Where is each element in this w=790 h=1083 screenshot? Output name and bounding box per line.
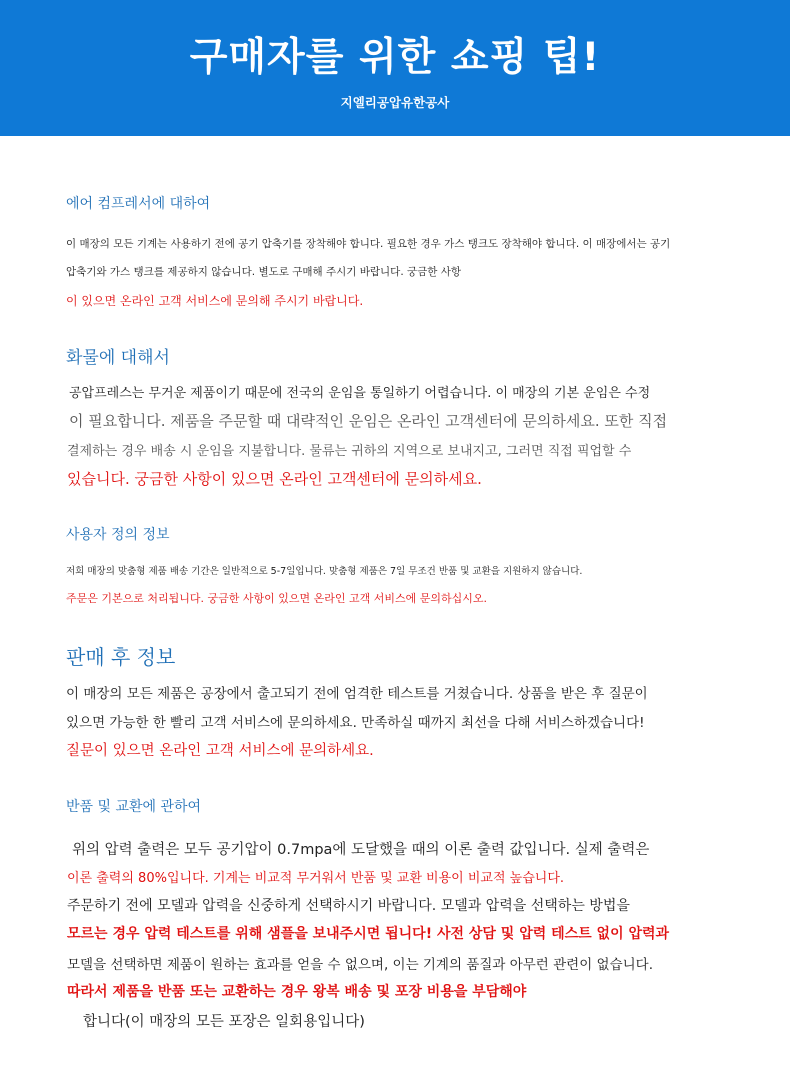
freight-line-2: 이 필요합니다. 제품을 주문할 때 대략적인 운임은 온라인 고객센터에 문의하세요. 또한 직접 — [69, 412, 668, 430]
custom-line-1: 저희 매장의 맞춤형 제품 배송 기간은 일반적으로 5-7일입니다. 맞춤형 제품은 7일 무조건 반품 및 교환을 지원하지 않습니다. — [66, 566, 583, 577]
returns-heading: 반품 및 교환에 관하여 — [66, 799, 202, 815]
returns-line-4: 모르는 경우 압력 테스트를 위해 샘플을 보내주시면 됩니다! 사전 상담 및 압력 테스트 없이 압력과 — [67, 926, 670, 942]
after-sales-heading: 판매 후 정보 — [66, 645, 176, 669]
freight-line-3: 결제하는 경우 배송 시 운임을 지불합니다. 물류는 귀하의 지역으로 보내지고, 그러면 직접 픽업할 수 — [67, 444, 632, 459]
returns-line-7: 합니다(이 매장의 모든 포장은 일회용입니다) — [83, 1014, 365, 1030]
returns-line-2: 이론 출력의 80%입니다. 기계는 비교적 무거워서 반품 및 교환 비용이 비교적 높습니다. — [67, 871, 565, 886]
after-sales-line-2: 있으면 가능한 한 빨리 고객 서비스에 문의하세요. 만족하실 때까지 최선을 다해 서비스하겠습니다! — [66, 715, 645, 731]
after-sales-line-1: 이 매장의 모든 제품은 공장에서 출고되기 전에 엄격한 테스트를 거쳤습니다. 상품을 받은 후 질문이 — [66, 686, 648, 702]
returns-line-6: 따라서 제품을 반품 또는 교환하는 경우 왕복 배송 및 포장 비용을 부담해야 — [67, 984, 527, 1000]
freight-heading: 화물에 대해서 — [66, 348, 170, 368]
company-name: 지엘리공압유한공사 — [340, 95, 450, 110]
page-header — [0, 0, 790, 136]
returns-line-1: 위의 압력 출력은 모두 공기압이 0.7mpa에 도달했을 때의 이론 출력 값입니다. 실제 출력은 — [72, 842, 650, 858]
compressor-heading: 에어 컴프레서에 대하여 — [66, 196, 211, 212]
compressor-line-1: 이 매장의 모든 기계는 사용하기 전에 공기 압축기를 장착해야 합니다. 필요한 경우 가스 탱크도 장착해야 합니다. 이 매장에서는 공기 — [66, 238, 671, 250]
freight-line-4: 있습니다. 궁금한 사항이 있으면 온라인 고객센터에 문의하세요. — [67, 470, 482, 488]
returns-line-3: 주문하기 전에 모델과 압력을 신중하게 선택하시기 바랍니다. 모델과 압력을 선택하는 방법을 — [67, 898, 630, 914]
returns-line-5: 모델을 선택하면 제품이 원하는 효과를 얻을 수 없으며, 이는 기계의 품질과 아무런 관련이 없습니다. — [67, 957, 654, 973]
custom-line-2: 주문은 기본으로 처리됩니다. 궁금한 사항이 있으면 온라인 고객 서비스에 문의하십시오. — [66, 592, 487, 605]
compressor-line-3: 이 있으면 온라인 고객 서비스에 문의해 주시기 바랍니다. — [66, 294, 364, 308]
compressor-line-2: 압축기와 가스 탱크를 제공하지 않습니다. 별도로 구매해 주시기 바랍니다. 궁금한 사항 — [66, 266, 462, 278]
custom-heading: 사용자 정의 정보 — [66, 527, 170, 543]
after-sales-line-3: 질문이 있으면 온라인 고객 서비스에 문의하세요. — [66, 743, 374, 759]
freight-line-1: 공압프레스는 무거운 제품이기 때문에 전국의 운임을 통일하기 어렵습니다. 이 매장의 기본 운임은 수정 — [69, 386, 651, 401]
page-title: 구매자를 위한 쇼핑 팁! — [189, 35, 601, 80]
